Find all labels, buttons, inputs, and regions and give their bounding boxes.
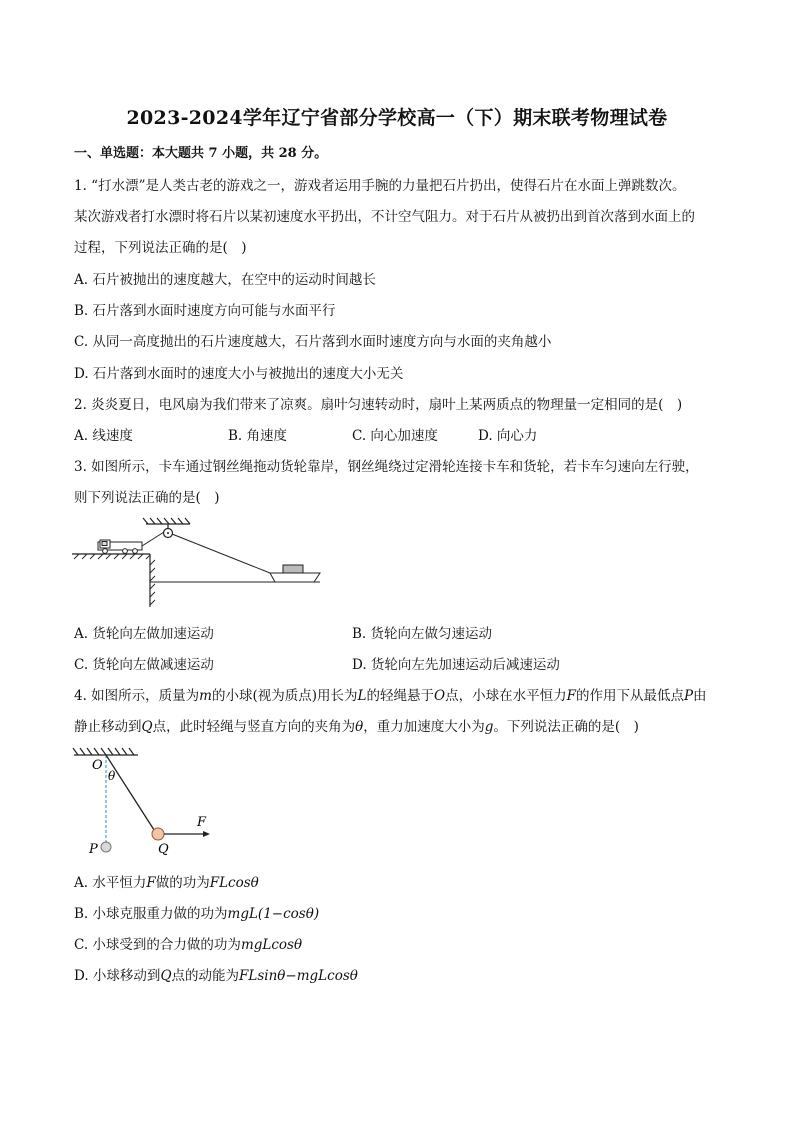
pulley-support — [143, 518, 190, 529]
q4-text: 的轻绳悬于 — [366, 688, 434, 704]
section-heading: 一、单选题：本大题共 7 小题，共 28 分。 — [74, 146, 328, 161]
q4-text: 。下列说法正确的是( ) — [493, 719, 639, 735]
q1-option-a: A. 石片被抛出的速度越大，在空中的运动时间越长 — [74, 272, 376, 288]
point-q-symbol: Q — [160, 968, 172, 984]
formula: FLsinθ−mgLcosθ — [239, 968, 358, 984]
q4-text: 点，此时轻绳与竖直方向的夹角为 — [152, 719, 356, 735]
q4-text: ，重力加速度大小为 — [363, 719, 485, 735]
q1-option-d: D. 石片落到水面时的速度大小与被抛出的速度大小无关 — [74, 366, 404, 382]
q2-stem: 2. 炎炎夏日，电风扇为我们带来了凉爽。扇叶匀速转动时，扇叶上某两质点的物理量一定相同的是( ) — [74, 397, 683, 413]
q4-option-text: C. 小球受到的合力做的功为 — [74, 937, 241, 953]
q4-option-text: B. 小球克服重力做的功为 — [74, 906, 228, 922]
q4-text: 静止移动到 — [74, 719, 142, 735]
q4-text: 的作用下从最低点 — [575, 688, 684, 704]
q3-stem-line1: 3. 如图所示，卡车通过钢丝绳拖动货轮靠岸，钢丝绳绕过定滑轮连接卡车和货轮，若卡车匀速向左行驶， — [74, 459, 699, 475]
q4-option-c — [74, 935, 302, 955]
q1-option-b: B. 石片落到水面时速度方向可能与水面平行 — [74, 303, 336, 319]
label-o: O — [92, 758, 103, 773]
q3-option-c: C. 货轮向左做减速运动 — [74, 657, 214, 673]
formula: mgL(1−cosθ) — [227, 906, 320, 922]
q4-option-d — [74, 966, 358, 986]
q4-option-text: D. 小球移动到 — [74, 968, 161, 984]
q2-option-a: A. 线速度 — [74, 428, 133, 444]
q3-option-a: A. 货轮向左做加速运动 — [74, 626, 214, 642]
q1-stem-line1: 1. “打水漂”是人类古老的游戏之一，游戏者运用手腕的力量把石片扔出，使得石片在水面上弹跳数次。 — [74, 178, 686, 194]
q4-option-text: A. 水平恒力 — [74, 875, 147, 891]
gravity-symbol: g — [484, 719, 494, 735]
q3-option-d: D. 货轮向左先加速运动后减速运动 — [352, 657, 560, 673]
ship — [270, 565, 320, 582]
q4-stem-line1 — [74, 686, 707, 706]
ball-q — [152, 828, 164, 840]
formula: FLcosθ — [209, 875, 259, 891]
q4-text: 4. 如图所示，质量为 — [74, 688, 200, 704]
ground — [72, 554, 155, 607]
theta-symbol: θ — [355, 719, 364, 735]
label-theta: θ — [108, 769, 116, 783]
q2-option-b: B. 角速度 — [228, 428, 288, 444]
q2-option-c: C. 向心加速度 — [352, 428, 438, 444]
label-q: Q — [158, 842, 169, 857]
q4-pendulum-figure — [70, 745, 220, 860]
mass-symbol: m — [199, 688, 212, 704]
force-symbol: F — [566, 688, 576, 704]
length-symbol: L — [357, 688, 367, 704]
q4-text: 由 — [693, 688, 707, 704]
q4-option-b — [74, 904, 319, 924]
q4-option-a — [74, 873, 259, 893]
q1-stem-line3: 过程，下列说法正确的是( ) — [74, 240, 247, 256]
formula: mgLcosθ — [240, 937, 303, 953]
point-q-symbol: Q — [141, 719, 153, 735]
rope — [106, 755, 156, 833]
q4-text: 的小球(视为质点)用长为 — [211, 688, 358, 704]
point-p-symbol: P — [683, 688, 694, 704]
steel-rope — [142, 532, 275, 575]
q4-option-text: 做的功为 — [155, 875, 210, 891]
q3-option-b: B. 货轮向左做匀速运动 — [352, 626, 493, 642]
q1-stem-line2: 某次游戏者打水漂时将石片以某初速度水平扔出，不计空气阻力。对于石片从被扔出到首次落到水面上的 — [74, 209, 695, 225]
ball-p — [101, 842, 111, 852]
q4-stem-line2 — [74, 717, 639, 737]
q4-option-text: 点的动能为 — [171, 968, 240, 984]
force-symbol: F — [146, 875, 156, 891]
page-title: 2023-2024学年辽宁省部分学校高一（下）期末联考物理试卷 — [126, 107, 668, 129]
ceiling — [73, 748, 138, 755]
q3-stem-line2: 则下列说法正确的是( ) — [74, 490, 220, 506]
truck — [98, 540, 142, 553]
label-p: P — [89, 842, 98, 857]
q3-truck-ship-figure — [70, 515, 330, 610]
point-o-symbol: O — [434, 688, 446, 704]
q1-option-c: C. 从同一高度抛出的石片速度越大，石片落到水面时速度方向与水面的夹角越小 — [74, 334, 552, 350]
q4-text: 点，小球在水平恒力 — [445, 688, 567, 704]
q2-option-d: D. 向心力 — [478, 428, 538, 444]
label-f: F — [197, 815, 207, 830]
